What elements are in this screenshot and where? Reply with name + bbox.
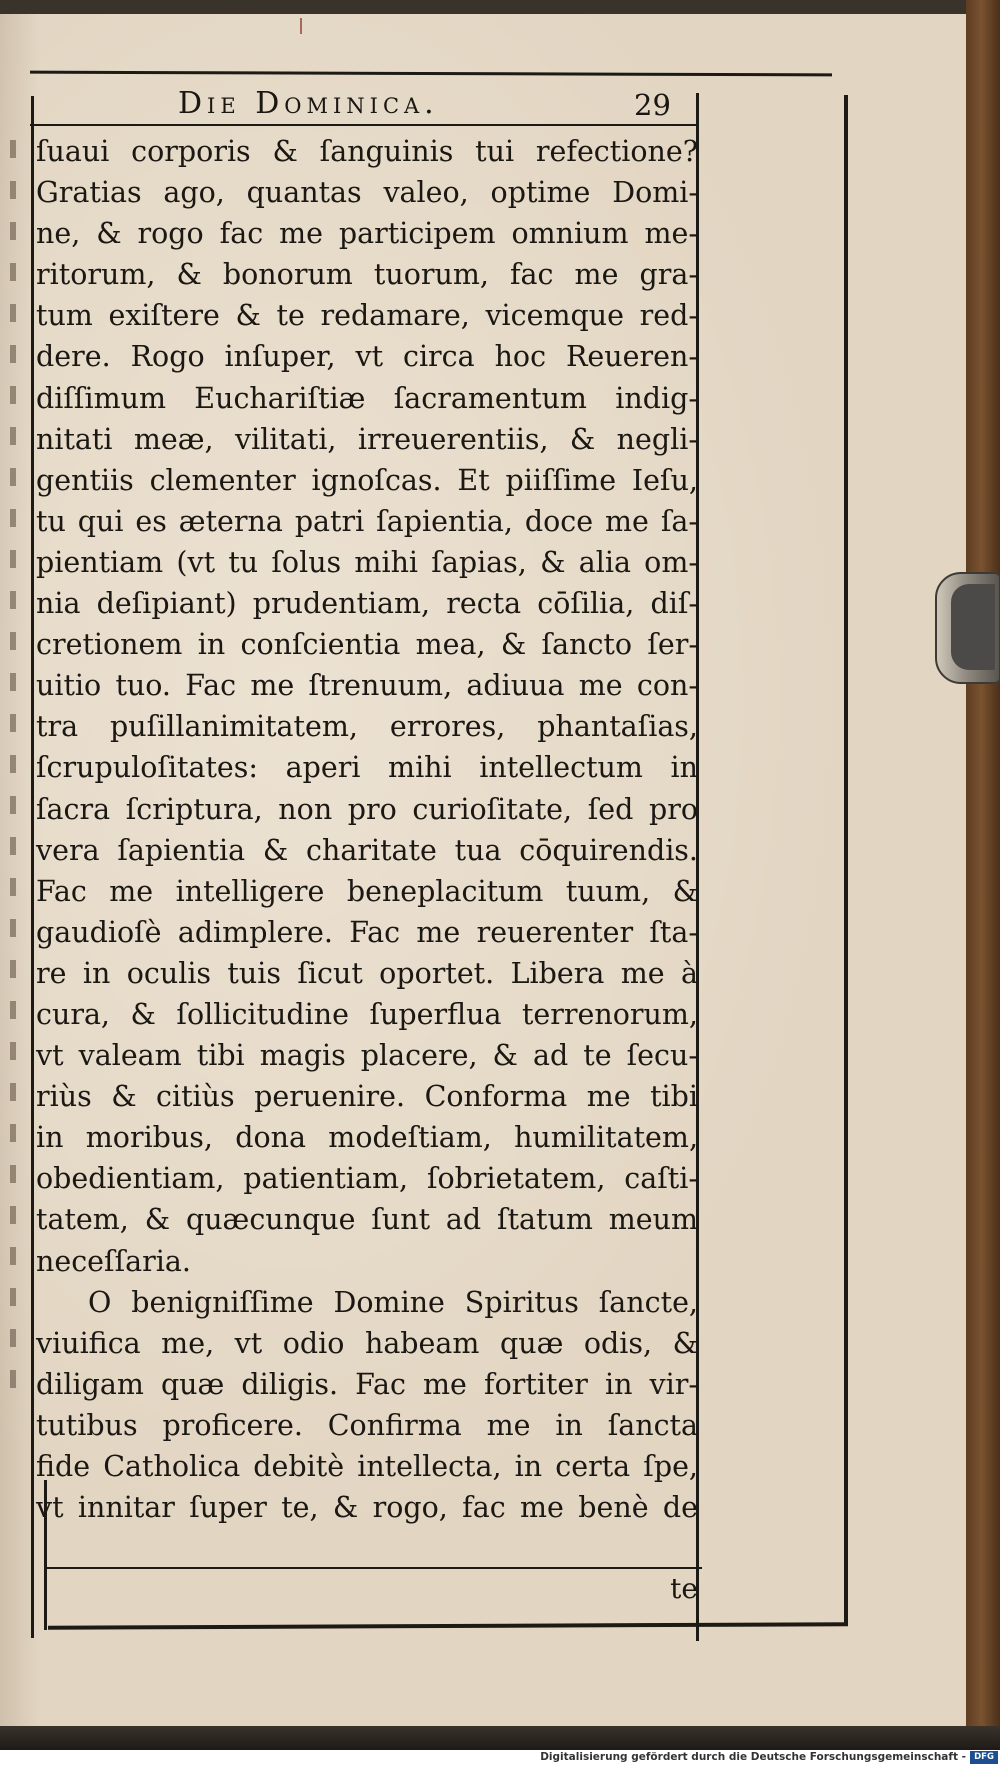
header-rule bbox=[30, 124, 698, 126]
text-line: ſacra ſcriptura, non pro curioſitate, ſed pro bbox=[36, 792, 698, 826]
text-line: vt valeam tibi magis placere, & ad te ſecu- bbox=[36, 1039, 698, 1073]
page-number: 29 bbox=[634, 88, 671, 122]
text-line: fide Catholica debitè intellecta, in certa ſpe, bbox=[36, 1450, 698, 1483]
text-line: uitio tuo. Fac me ſtrenuum, adiuua me con- bbox=[36, 669, 698, 703]
prayer-text-block bbox=[36, 131, 698, 1528]
frame-left-rule bbox=[31, 96, 34, 1638]
text-line: Fac me intelligere beneplacitum tuum, & bbox=[36, 874, 698, 908]
page-clip bbox=[935, 572, 1000, 684]
scan-top-shadow bbox=[0, 0, 966, 14]
text-line: viuifica me, vt odio habeam quæ odis, & bbox=[36, 1326, 698, 1360]
text-line: diligam quæ diligis. Fac me fortiter in vir- bbox=[36, 1367, 698, 1401]
gutter-show-through bbox=[10, 140, 16, 1390]
text-line: vt innitar ſuper te, & rogo, fac me benè de bbox=[36, 1491, 698, 1525]
running-title: Die Dominica. bbox=[178, 86, 439, 121]
book-binding-edge bbox=[966, 0, 1000, 1767]
text-line: ſcrupuloſitates: aperi mihi intellectum in bbox=[36, 751, 698, 785]
text-bottom-rule bbox=[44, 1567, 702, 1569]
text-line: riùs & citiùs peruenire. Conforma me tibi bbox=[36, 1080, 698, 1114]
text-line: gaudioſè adimplere. Fac me reuerenter ſta- bbox=[36, 915, 698, 949]
text-line: dere. Rogo inſuper, vt circa hoc Reueren- bbox=[36, 340, 698, 374]
text-line: nitati meæ, vilitati, irreuerentiis, & negli- bbox=[36, 422, 698, 456]
text-line: tu qui es æterna patri ſapientia, doce me ſa- bbox=[36, 504, 698, 538]
text-line: pientiam (vt tu ſolus mihi ſapias, & alia om- bbox=[36, 545, 698, 579]
text-line: nia deſipiant) prudentiam, recta cōſilia, diſ- bbox=[36, 587, 698, 621]
text-line: Gratias ago, quantas valeo, optime Domi- bbox=[36, 176, 698, 210]
text-line: gentiis clementer ignoſcas. Et piiſſime Ieſu, bbox=[36, 463, 698, 497]
dfg-logo: DFG bbox=[970, 1751, 998, 1764]
footer-credit: Digitalisierung gefördert durch die Deutsche Forschungsgemeinschaft - bbox=[540, 1751, 966, 1763]
text-line: cura, & ſollicitudine ſuperflua terrenorum, bbox=[36, 997, 698, 1031]
text-line: tutibus proficere. Confirma me in ſancta bbox=[36, 1408, 698, 1442]
text-line: in moribus, dona modeſtiam, humilitatem, bbox=[36, 1121, 698, 1155]
text-line: ne, & rogo fac me participem omnium me- bbox=[36, 217, 698, 251]
text-line: neceſſaria. bbox=[36, 1244, 191, 1278]
text-line: cretionem in conſcientia mea, & ſancto ſer- bbox=[36, 628, 698, 662]
paragraph-first-line: O benigniſſime Domine Spiritus ſancte, bbox=[88, 1285, 698, 1319]
text-line: ritorum, & bonorum tuorum, fac me gra- bbox=[36, 258, 698, 292]
frame-outer-right-rule bbox=[844, 95, 848, 1625]
text-line: diſſimum Euchariſtiæ ſacramentum indig- bbox=[36, 381, 698, 415]
text-line: tra puſillanimitatem, errores, phantaſias, bbox=[36, 710, 698, 744]
text-line: tum exiſtere & te redamare, vicemque red- bbox=[36, 299, 698, 333]
catchword: te bbox=[670, 1572, 698, 1605]
digitization-footer bbox=[0, 1750, 1000, 1767]
ink-mark bbox=[300, 18, 302, 34]
text-line: tatem, & quæcunque ſunt ad ſtatum meum bbox=[36, 1203, 698, 1237]
text-line: re in oculis tuis ſicut oportet. Libera me à bbox=[36, 956, 698, 990]
text-line: obedientiam, patientiam, ſobrietatem, caſti- bbox=[36, 1162, 698, 1196]
scan-bottom-shadow bbox=[0, 1726, 1000, 1750]
text-line: ſuaui corporis & ſanguinis tui refectione? bbox=[36, 135, 698, 168]
text-line: vera ſapientia & charitate tua cōquirendis. bbox=[36, 833, 698, 867]
